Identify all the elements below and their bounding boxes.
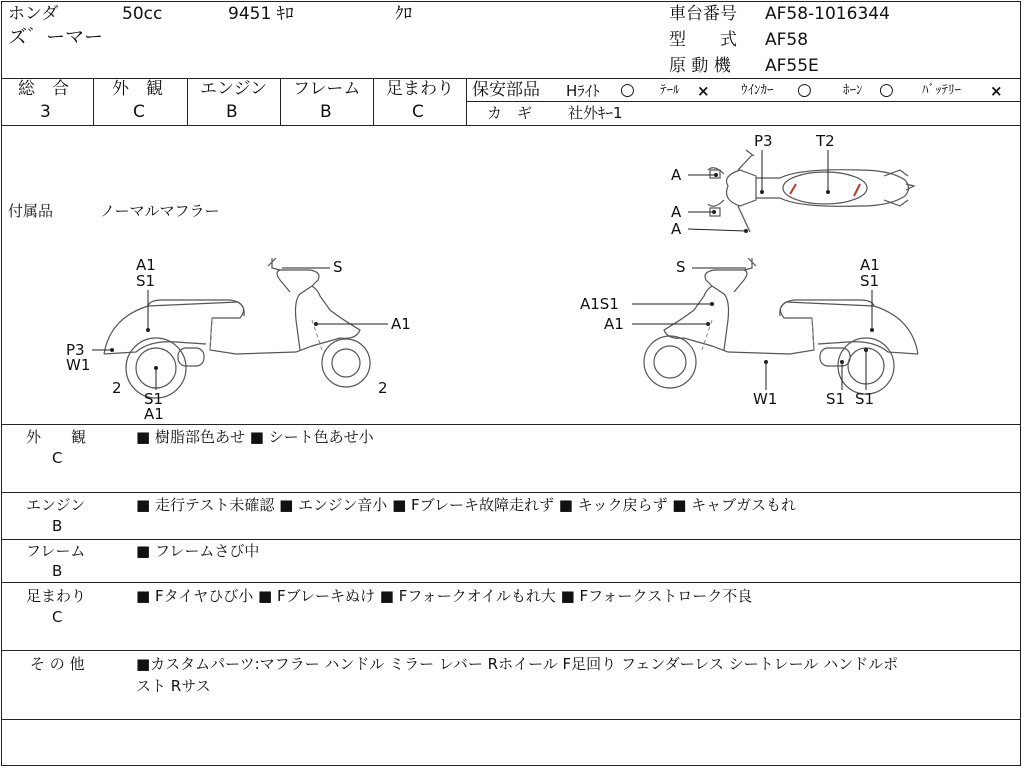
note-other-text-cont: スト Rサス <box>136 677 211 695</box>
key-value: 社外ｷｰ1 <box>568 104 623 122</box>
diagram-label: W1 <box>753 390 778 408</box>
frame-no: AF58-1016344 <box>765 4 890 24</box>
note-frame-label: フレーム <box>26 542 86 560</box>
rule <box>1 582 1021 583</box>
suspension-label: 足まわり <box>386 79 454 99</box>
engine-label: エンジン <box>200 79 268 99</box>
note-exterior-text: ■ 樹脂部色あせ ■ シート色あせ小 <box>136 428 374 446</box>
diagram-label: S <box>676 258 686 276</box>
horn-mark: ○ <box>879 80 894 100</box>
model-name: ズ゛ーマー <box>8 26 104 48</box>
accessories-label: 付属品 <box>8 202 54 220</box>
battery-label: ﾊﾞｯﾃﾘｰ <box>922 83 961 98</box>
frame-label: フレーム <box>293 79 361 99</box>
winker-label: ｳｲﾝｶｰ <box>741 83 774 98</box>
note-other-text: ■カスタムパーツ:マフラー ハンドル ミラー レバー Rホイール F足回り フェンダーレス シートレール ハンドルポ <box>136 655 899 673</box>
note-other-label: そ の 他 <box>30 655 85 673</box>
displacement: 50cc <box>122 4 163 24</box>
taillight-label: ﾃｰﾙ <box>660 83 680 98</box>
headlight-label: Hﾗｲﾄ <box>566 82 600 100</box>
exterior-value: C <box>133 102 145 122</box>
note-exterior-grade: C <box>52 449 63 467</box>
type-value: AF58 <box>765 30 809 50</box>
diagram-label: A <box>671 166 682 184</box>
note-exterior-label: 外 観 <box>26 428 87 446</box>
rule <box>1 719 1021 720</box>
note-engine-grade: B <box>52 517 63 535</box>
rule <box>1 492 1021 493</box>
diagram-label: A1 <box>144 405 164 423</box>
diagram-label: A1 <box>604 315 624 333</box>
battery-mark: × <box>990 82 1003 100</box>
diagram-label: A1 <box>860 256 880 274</box>
headlight-mark: ○ <box>620 80 635 100</box>
engine-model-value: AF55E <box>765 56 819 76</box>
diagram-label: S1 <box>136 272 156 290</box>
note-engine-text: ■ 走行テスト未確認 ■ エンジン音小 ■ Fブレーキ故障走れず ■ キック戻らず ■ キャブガスもれ <box>136 496 797 514</box>
diagram-label: A1 <box>136 256 156 274</box>
note-suspension-label: 足まわり <box>26 587 87 605</box>
accessories-value: ノーマルマフラー <box>100 202 220 220</box>
rule <box>1 424 1021 425</box>
diagram-label: P3 <box>754 132 773 150</box>
engine-model-label: 原 動 機 <box>669 56 731 76</box>
winker-mark: ○ <box>797 80 812 100</box>
diagram-label: S1 <box>826 390 846 408</box>
note-engine-label: エンジン <box>26 496 86 514</box>
note-suspension-text: ■ Fタイヤひび小 ■ Fブレーキぬけ ■ Fフォークオイルもれ大 ■ Fフォークストローク不良 <box>136 587 753 605</box>
rule <box>1 539 1021 540</box>
diagram-label: A1 <box>391 315 411 333</box>
color: ｸﾛ <box>395 4 412 24</box>
taillight-mark: × <box>697 82 710 100</box>
note-frame-text: ■ フレームさび中 <box>136 542 260 560</box>
diagram-label: T2 <box>816 132 835 150</box>
diagram-label: S1 <box>855 390 875 408</box>
frame-value: B <box>320 102 332 122</box>
note-frame-grade: B <box>52 562 63 580</box>
diagram-label: A1S1 <box>580 295 619 313</box>
safety-label: 保安部品 <box>472 80 540 100</box>
diagram-label: 2 <box>378 379 388 397</box>
note-suspension-grade: C <box>52 608 63 626</box>
exterior-label: 外 観 <box>112 79 163 99</box>
maker: ホンダ <box>8 4 59 24</box>
frame-no-label: 車台番号 <box>669 4 737 24</box>
engine-value: B <box>226 102 238 122</box>
suspension-value: C <box>412 102 424 122</box>
rule <box>1 650 1021 651</box>
diagram-label: P3 <box>66 341 85 359</box>
mileage: 9451 ｷﾛ <box>228 4 294 24</box>
type-label: 型 式 <box>669 30 737 50</box>
key-label: カ ギ <box>487 104 533 122</box>
scooter-top-view <box>708 150 914 232</box>
diagram-label: A <box>671 220 682 238</box>
diagram-label: S1 <box>144 390 164 408</box>
diagram-label: W1 <box>66 356 91 374</box>
diagram-label: S1 <box>860 272 880 290</box>
diagram-label: S <box>333 258 343 276</box>
diagram-label: 2 <box>112 379 122 397</box>
overall-label: 総 合 <box>18 79 69 99</box>
horn-label: ﾎｰﾝ <box>843 83 863 98</box>
overall-value: 3 <box>40 102 51 122</box>
diagram-label: A <box>671 203 682 221</box>
